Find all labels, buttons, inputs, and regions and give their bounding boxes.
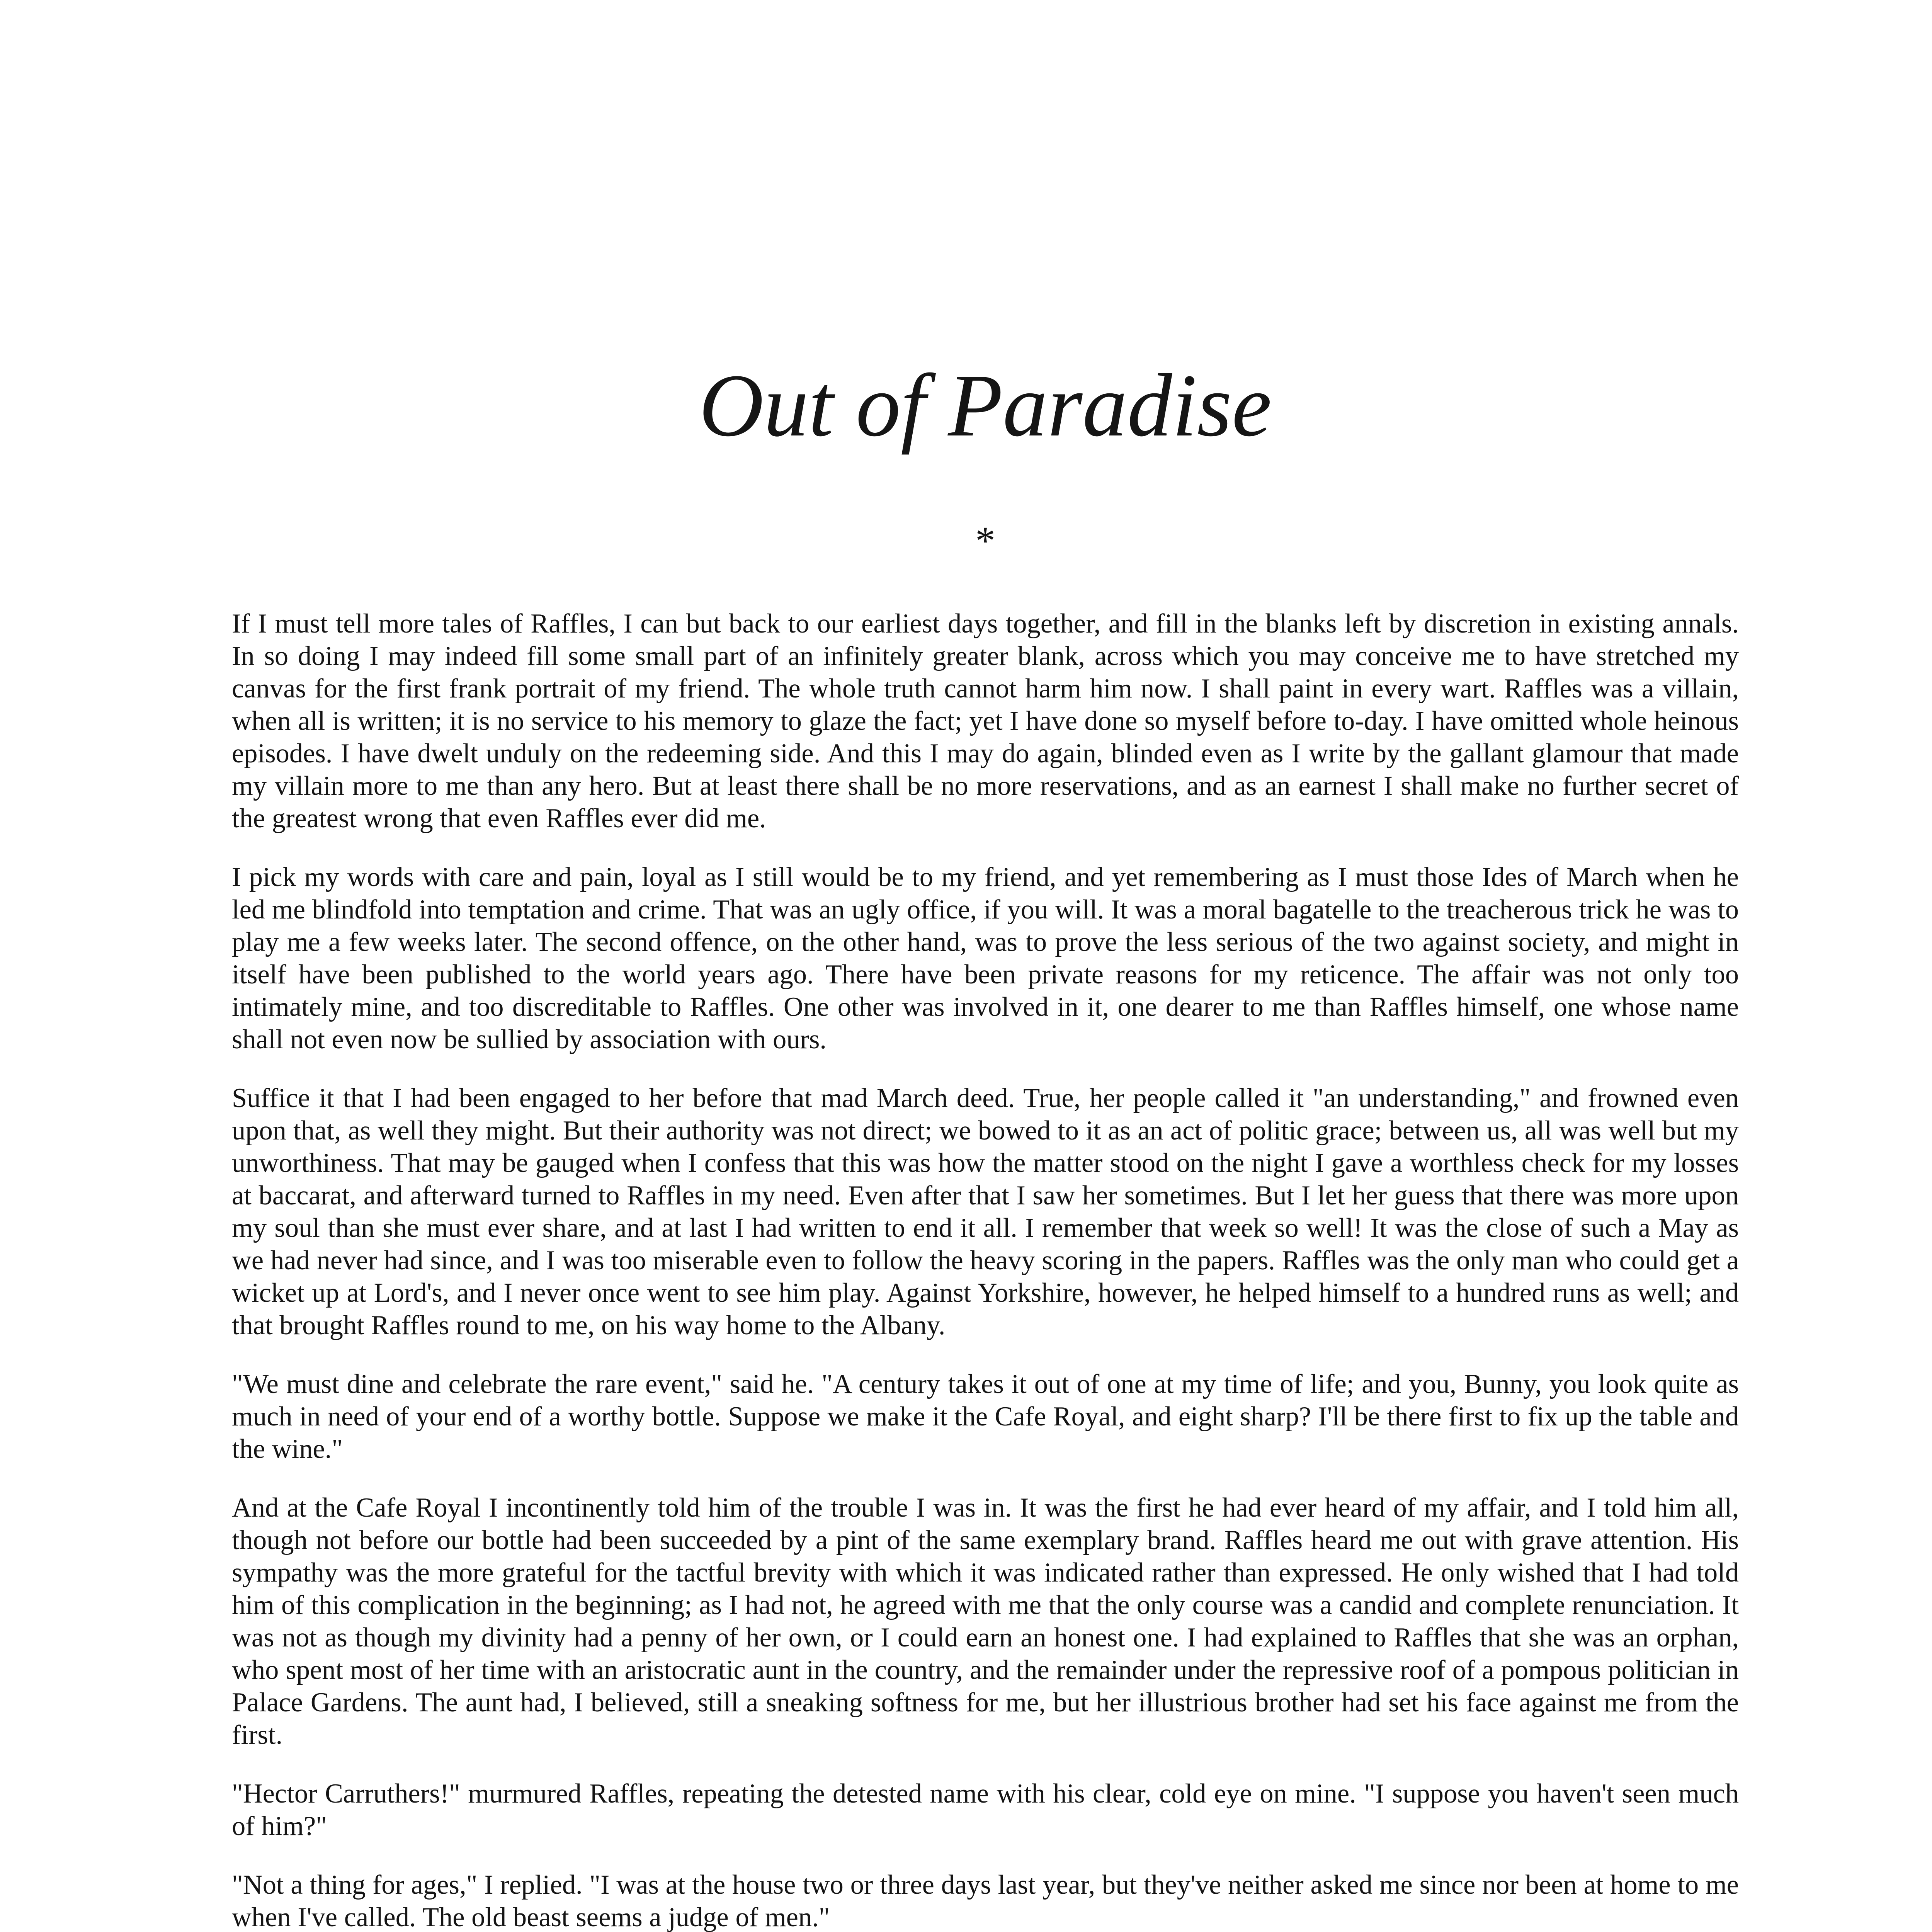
paragraph: "Not a thing for ages," I replied. "I was at the house two or three days last year, but they've neither asked me since nor been at home to me when I've called. The old beast seems a judge of men." — [232, 1870, 1739, 1932]
chapter-body — [232, 607, 1739, 1932]
paragraph: "Hector Carruthers!" murmured Raffles, repeating the detested name with his clear, cold eye on mine. "I suppose you haven't seen much of him?" — [232, 1779, 1739, 1841]
section-separator: * — [975, 519, 995, 563]
paragraph: I pick my words with care and pain, loyal as I still would be to my friend, and yet remembering as I must those Ides of March when he led me blindfold into temptation and crime. That was an ugly office, if you will. It was a moral bagatelle to the treacherous trick he was to play me a few weeks later. The second offence, on the other hand, was to prove the less serious of the two against society, and might in itself have been published to the world years ago. There have been private reasons for my reticence. The affair was not only too intimately mine, and too discreditable to Raffles. One other was involved in it, one dearer to me than Raffles himself, one whose name shall not even now be sullied by association with ours. — [232, 862, 1739, 1054]
paragraph: And at the Cafe Royal I incontinently told him of the trouble I was in. It was the first he had ever heard of my affair, and I told him all, though not before our bottle had been succeeded by a pint of the same exemplary brand. Raffles heard me out with grave attention. His sympathy was the more grateful for the tactful brevity with which it was indicated rather than expressed. He only wished that I had told him of this complication in the beginning; as I had not, he agreed with me that the only course was a candid and complete renunciation. It was not as though my divinity had a penny of her own, or I could earn an honest one. I had explained to Raffles that she was an orphan, who spent most of her time with an aristocratic aunt in the country, and the remainder under the repressive roof of a pompous politician in Palace Gardens. The aunt had, I believed, still a sneaking softness for me, but her illustrious brother had set his face against me from the first. — [232, 1493, 1739, 1750]
paragraph: Suffice it that I had been engaged to her before that mad March deed. True, her people called it "an understanding," and frowned even upon that, as well they might. But their authority was not direct; we bowed to it as an act of politic grace; between us, all was well but my unworthiness. That may be gauged when I confess that this was how the matter stood on the night I gave a worthless check for my losses at baccarat, and afterward turned to Raffles in my need. Even after that I saw her sometimes. But I let her guess that there was more upon my soul than she must ever share, and at last I had written to end it all. I remember that week so well! It was the close of such a May as we had never had since, and I was too miserable even to follow the heavy scoring in the papers. Raffles was the only man who could get a wicket up at Lord's, and I never once went to see him play. Against Yorkshire, however, he helped himself to a hundred runs as well; and that brought Raffles round to me, on his way home to the Albany. — [232, 1083, 1739, 1340]
paragraph: If I must tell more tales of Raffles, I can but back to our earliest days together, and fill in the blanks left by discretion in existing annals. In so doing I may indeed fill some small part of an infinitely greater blank, across which you may conceive me to have stretched my canvas for the first frank portrait of my friend. The whole truth cannot harm him now. I shall paint in every wart. Raffles was a villain, when all is written; it is no service to his memory to glaze the fact; yet I have done so myself before to-day. I have omitted whole heinous episodes. I have dwelt unduly on the redeeming side. And this I may do again, blinded even as I write by the gallant glamour that made my villain more to me than any hero. But at least there shall be no more reservations, and as an earnest I shall make no further secret of the greatest wrong that even Raffles ever did me. — [232, 609, 1739, 833]
paragraph: "We must dine and celebrate the rare event," said he. "A century takes it out of one at my time of life; and you, Bunny, you look quite as much in need of your end of a worthy bottle. Suppose we make it the Cafe Royal, and eight sharp? I'll be there first to fix up the table and the wine." — [232, 1369, 1739, 1464]
chapter-title: Out of Paradise — [699, 356, 1272, 455]
